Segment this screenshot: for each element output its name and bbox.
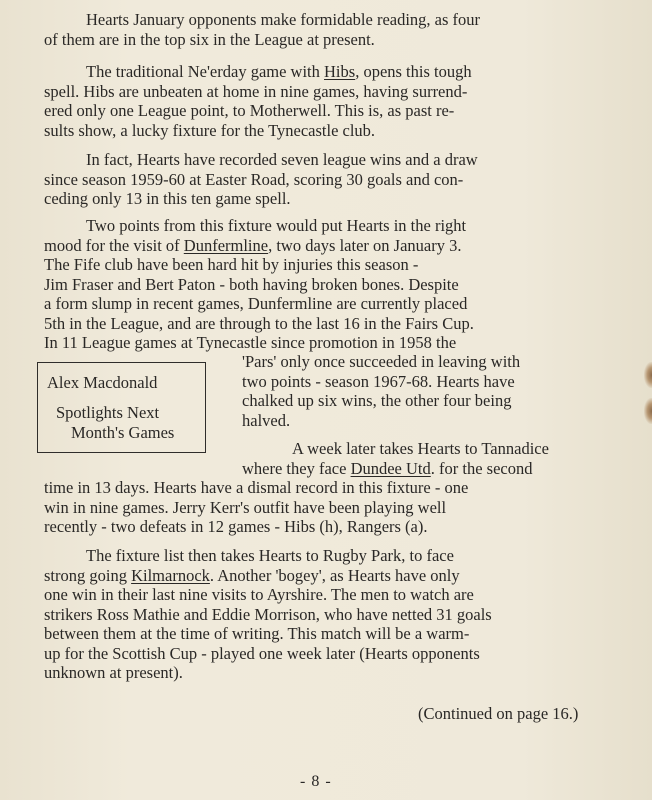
paragraph-5-wrapped <box>242 439 632 478</box>
spotlight-box <box>37 362 206 453</box>
text-line: The Fife club have been hard hit by injuries this season - <box>44 255 419 274</box>
paragraph-1 <box>44 10 632 49</box>
edge-mark <box>644 362 652 388</box>
team-dundee-utd: Dundee Utd <box>350 458 431 478</box>
team-kilmarnock: Kilmarnock <box>131 565 210 585</box>
text-line: 'Pars' only once succeeded in leaving with <box>242 352 521 371</box>
text-line: where they face Dundee Utd. for the second <box>242 458 533 478</box>
text-line: The traditional Ne'erday game with Hibs, opens this tough <box>86 62 472 81</box>
box-line: Month's Games <box>71 423 175 442</box>
author-name: Alex Macdonald <box>47 373 158 392</box>
text-line: ered only one League point, to Motherwell. This is, as past re- <box>44 101 455 120</box>
text-line: strikers Ross Mathie and Eddie Morrison, who have netted 31 goals <box>44 604 492 624</box>
text-line: The fixture list then takes Hearts to Rugby Park, to face <box>86 546 454 565</box>
text-line: Two points from this fixture would put Hearts in the right <box>86 216 467 235</box>
text-line: A week later takes Hearts to Tannadice <box>292 439 549 458</box>
page-number: - 8 - <box>300 773 332 790</box>
text-line: since season 1959-60 at Easter Road, scoring 30 goals and con- <box>44 169 464 189</box>
text-line: In 11 League games at Tynecastle since promotion in 1958 the <box>44 333 457 352</box>
text-line: chalked up six wins, the other four being <box>242 391 512 410</box>
paragraph-4-wrapped <box>242 352 632 430</box>
paragraph-6 <box>44 546 632 683</box>
text-line: one win in their last nine visits to Ayrshire. The men to watch are <box>44 585 474 604</box>
paragraph-4 <box>44 216 632 353</box>
text-line: halved. <box>242 410 291 430</box>
text-line: up for the Scottish Cup - played one week later (Hearts opponents <box>44 643 480 663</box>
text-line: a form slump in recent games, Dunfermline are currently placed <box>44 294 468 313</box>
text-line: unknown at present). <box>44 663 183 682</box>
edge-mark <box>644 398 652 424</box>
text-line: two points - season 1967-68. Hearts have <box>242 371 515 391</box>
text-line: mood for the visit of Dunfermline, two days later on January 3. <box>44 235 462 255</box>
text-line: win in nine games. Jerry Kerr's outfit have been playing well <box>44 497 447 517</box>
text-line: Hearts January opponents make formidable reading, as four <box>86 10 481 29</box>
text-line: ceding only 13 in this ten game spell. <box>44 189 291 208</box>
text-line: In fact, Hearts have recorded seven league wins and a draw <box>86 150 478 169</box>
text-line: Jim Fraser and Bert Paton - both having broken bones. Despite <box>44 274 459 294</box>
text-line: of them are in the top six in the League at present. <box>44 29 375 49</box>
text-line: time in 13 days. Hearts have a dismal record in this fixture - one <box>44 478 469 497</box>
text-line: 5th in the League, and are through to the last 16 in the Fairs Cup. <box>44 313 474 333</box>
text-line: between them at the time of writing. This match will be a warm- <box>44 624 470 643</box>
text-line: strong going Kilmarnock. Another 'bogey', as Hearts have only <box>44 565 460 585</box>
box-line: Spotlights Next <box>56 403 160 422</box>
team-hibs: Hibs <box>324 62 356 81</box>
paragraph-5 <box>44 478 632 537</box>
paragraph-3 <box>44 150 632 209</box>
text-line: sults show, a lucky fixture for the Tynecastle club. <box>44 120 376 140</box>
text-line: spell. Hibs are unbeaten at home in nine games, having surrend- <box>44 81 468 101</box>
text-line: recently - two defeats in 12 games - Hibs (h), Rangers (a). <box>44 517 428 536</box>
team-dunfermline: Dunfermline <box>183 235 269 255</box>
continued-note: (Continued on page 16.) <box>418 704 579 723</box>
paragraph-2 <box>44 62 632 140</box>
